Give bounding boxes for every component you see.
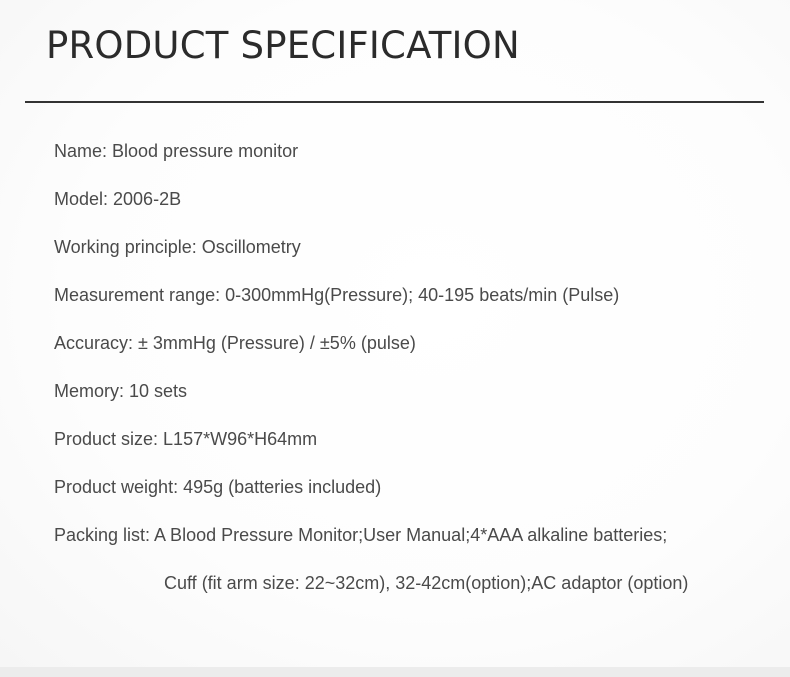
spec-product-weight: Product weight: 495g (batteries included) xyxy=(54,477,382,497)
spec-accuracy: Accuracy: ± 3mmHg (Pressure) / ±5% (pulse) xyxy=(54,333,416,353)
spec-packing-list: Packing list: A Blood Pressure Monitor;User Manual;4*AAA alkaline batteries; xyxy=(54,525,668,545)
spec-model: Model: 2006-2B xyxy=(54,189,182,209)
bottom-band xyxy=(0,667,790,677)
spec-memory: Memory: 10 sets xyxy=(54,381,188,401)
spec-measurement-range: Measurement range: 0-300mmHg(Pressure); 40-195 beats/min (Pulse) xyxy=(54,285,620,305)
spec-packing-list-continued: Cuff (fit arm size: 22~32cm), 32-42cm(option);AC adaptor (option) xyxy=(164,573,689,593)
spec-name: Name: Blood pressure monitor xyxy=(54,141,299,161)
spec-product-size: Product size: L157*W96*H64mm xyxy=(54,429,318,449)
spec-list xyxy=(54,138,688,618)
spec-working-principle: Working principle: Oscillometry xyxy=(54,237,301,257)
title-divider xyxy=(25,101,764,103)
page-title: PRODUCT SPECIFICATION xyxy=(46,24,520,67)
